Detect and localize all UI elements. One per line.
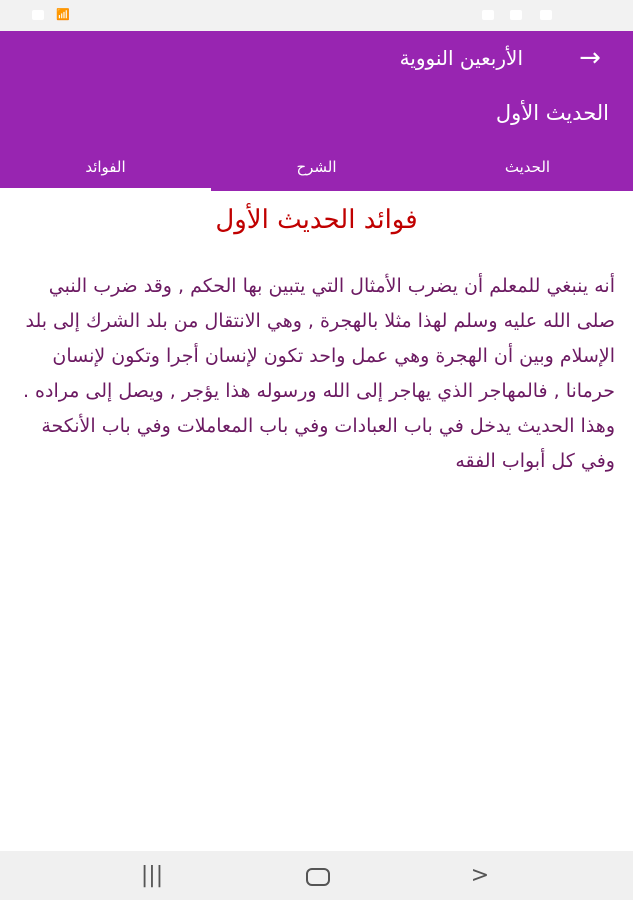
tab-explanation[interactable]: الشرح (296, 158, 337, 176)
app-title: الأربعين النووية (399, 46, 523, 70)
app-bar (0, 31, 633, 191)
signal-icon: 📶 (56, 8, 70, 21)
tab-benefits[interactable]: الفوائد (0, 149, 211, 191)
content-body: أنه ينبغي للمعلم أن يضرب الأمثال التي يتبين بها الحكم , وقد ضرب النبي صلى الله عليه وسلم لهذا مثلا بالهجرة , وهي الانتقال من بلد الشرك إلى بلد الإسلام وبين أن الهجرة وهي عمل واحد تكون لإنسان أجرا وتكون لإنسان حرمانا , فالمهاجر الذي يهاجر إلى الله ورسوله هذا يؤجر , ويصل إلى مراده . وهذا الحديث يدخل في باب العبادات وفي باب المعاملات وفي باب الأنكحة وفي كل أبواب الفقه (22, 275, 615, 472)
tab-bar (0, 149, 633, 191)
status-icon (510, 10, 522, 20)
recent-apps-icon[interactable]: ||| (140, 863, 164, 888)
page-title: الحديث الأول (495, 101, 609, 125)
status-icon (482, 10, 494, 20)
content-area (0, 191, 633, 851)
status-icon (540, 10, 552, 20)
arrow-right-icon[interactable]: → (579, 43, 601, 73)
home-icon[interactable] (306, 868, 330, 886)
status-bar (0, 0, 633, 31)
back-chevron-icon[interactable]: > (470, 863, 490, 888)
notification-icon (32, 10, 44, 20)
tab-hadith[interactable]: الحديث (504, 158, 551, 176)
content-heading: فوائد الحديث الأول (215, 205, 418, 235)
